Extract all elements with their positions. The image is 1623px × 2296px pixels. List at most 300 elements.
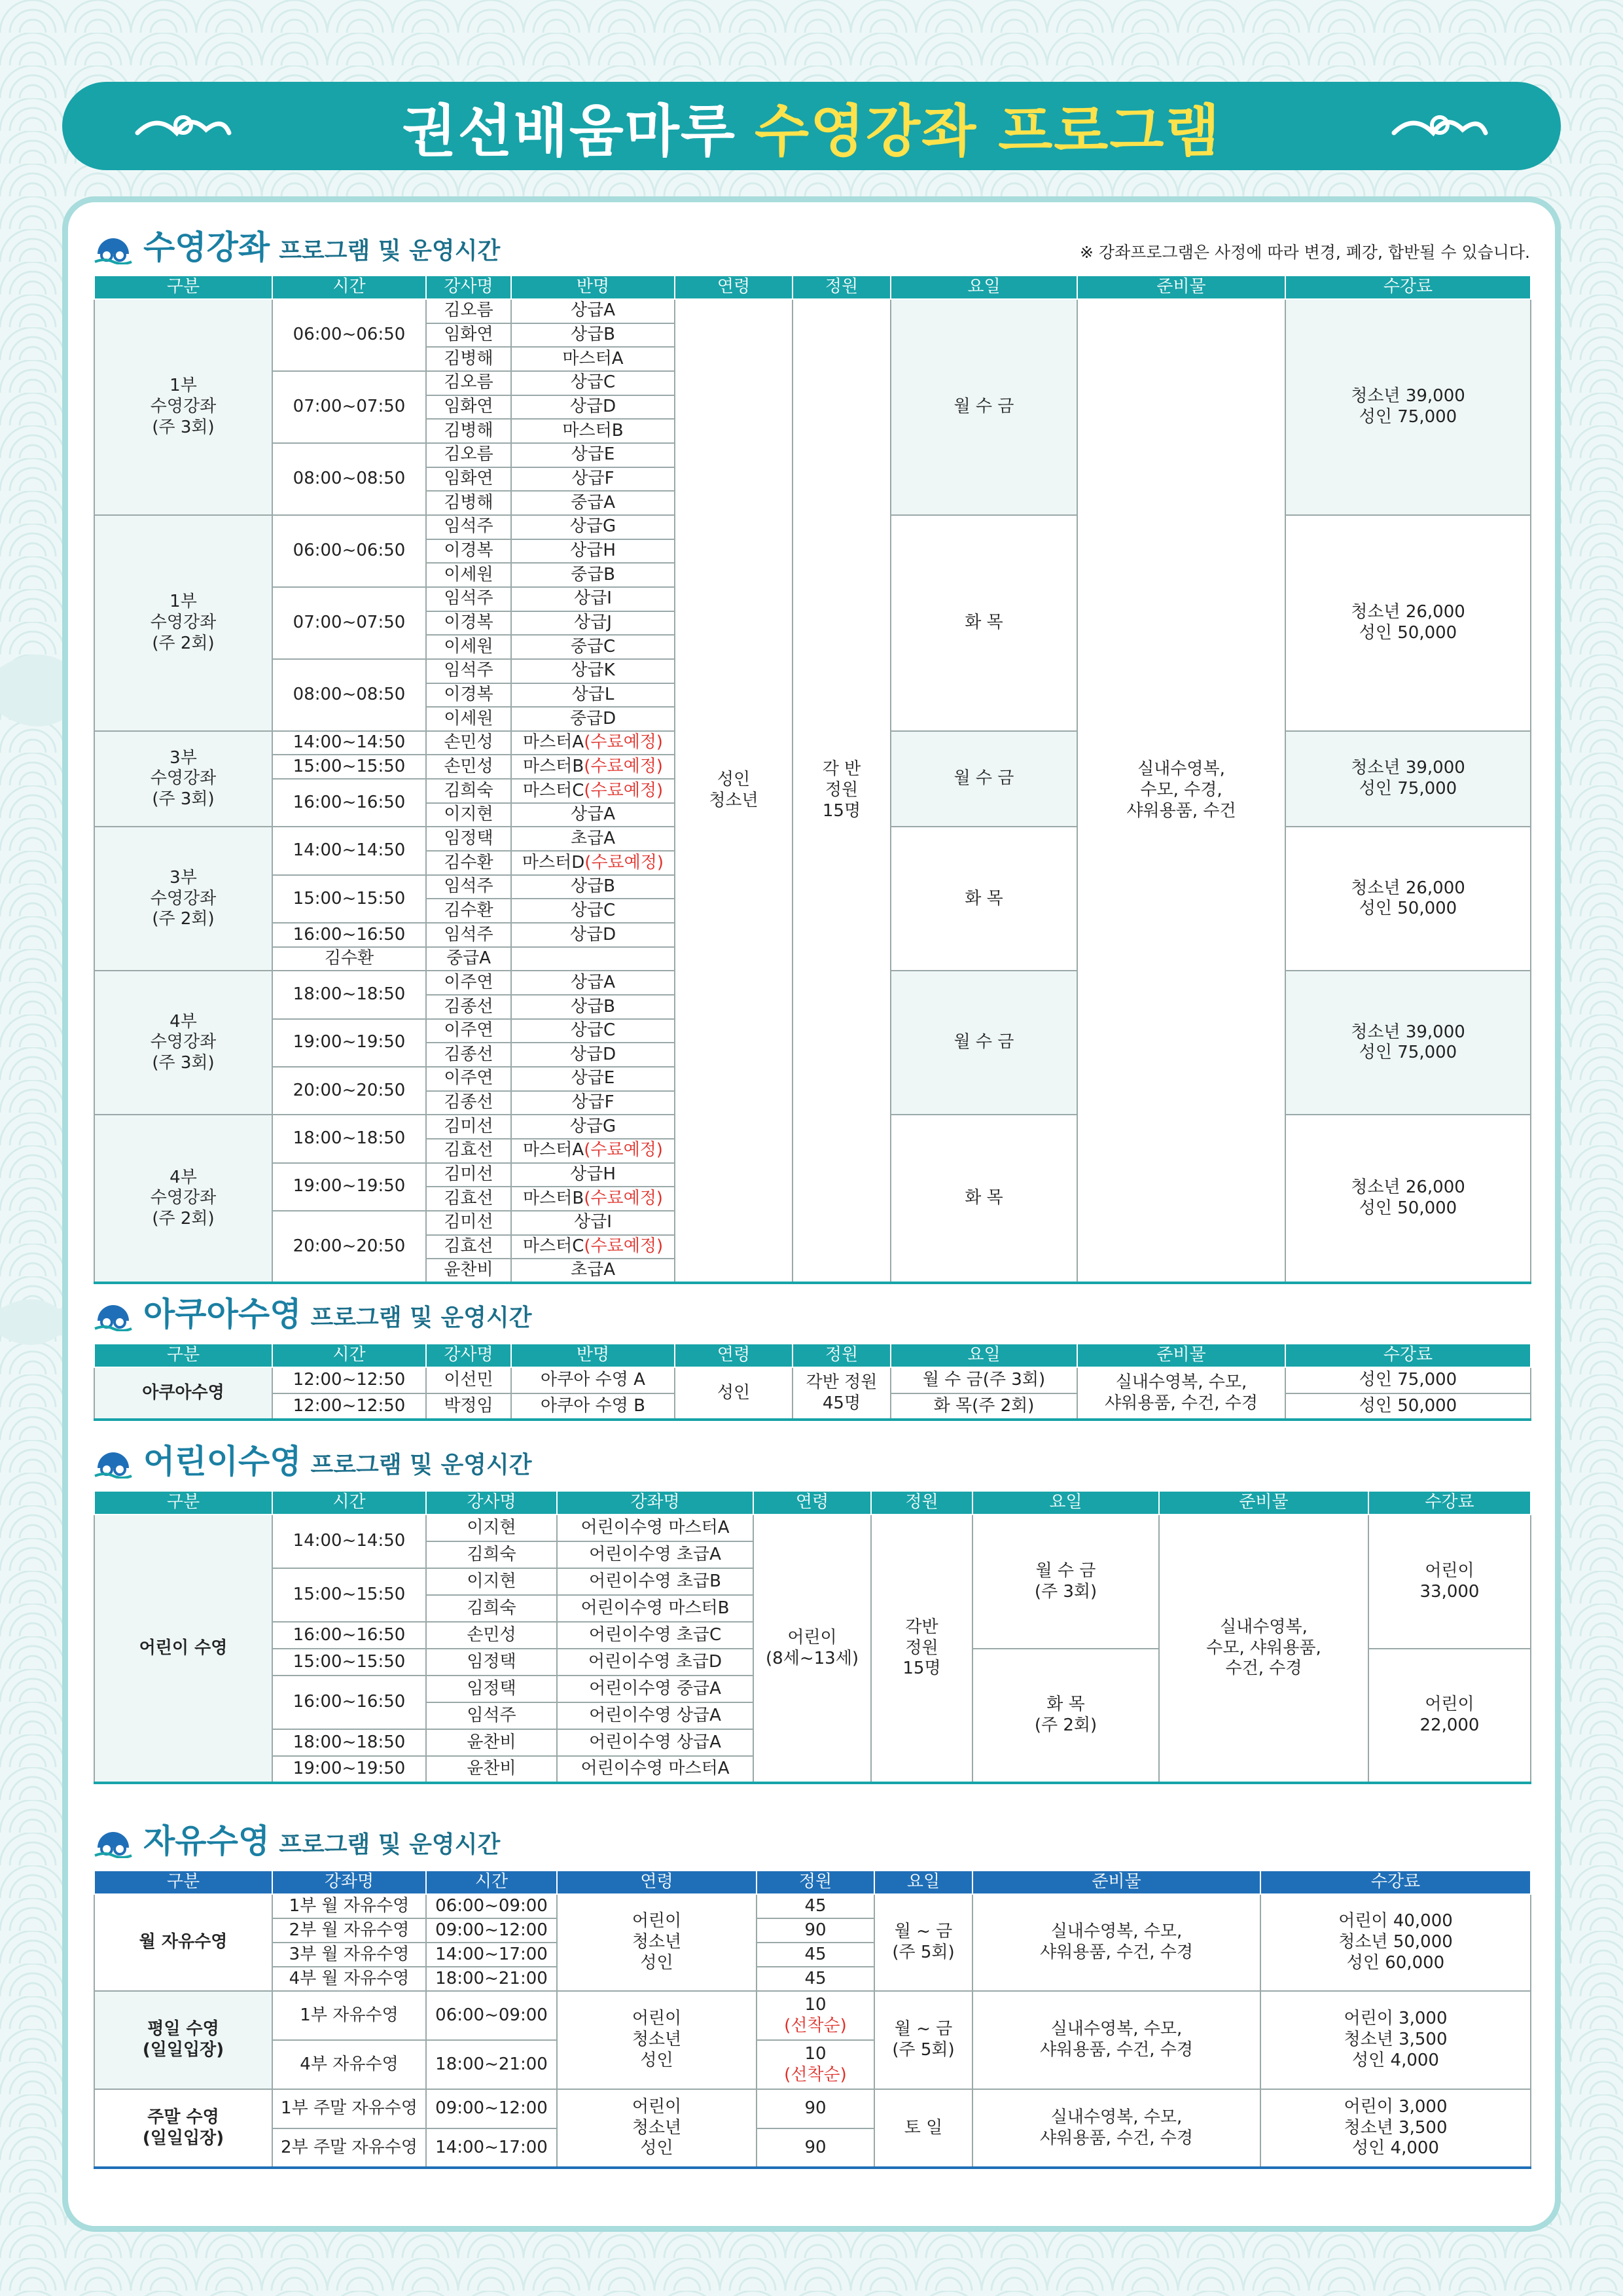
cell-text: 김오름 bbox=[444, 444, 493, 465]
instructor-cell bbox=[426, 419, 511, 443]
instructor-cell bbox=[426, 395, 511, 420]
table-header bbox=[94, 1344, 1531, 1367]
cell-text: 아쿠아 수영 A bbox=[541, 1370, 645, 1390]
cell-text: 어린이수영 마스터B bbox=[580, 1598, 730, 1618]
cell-text: 06:00~09:00 bbox=[435, 2005, 548, 2025]
instructor-cell bbox=[426, 827, 511, 851]
cell-text: 성인 50,000 bbox=[1359, 622, 1457, 643]
class-cell bbox=[511, 1043, 675, 1067]
title-banner bbox=[62, 82, 1561, 170]
instructor-cell bbox=[426, 1649, 557, 1676]
cell-text: 상급E bbox=[571, 444, 615, 465]
age-cell bbox=[557, 1894, 757, 1991]
cell-text: 이주연 bbox=[444, 1068, 493, 1088]
completion-mark: (수료예정) bbox=[584, 852, 664, 872]
days-cell bbox=[891, 827, 1077, 971]
cell-text: 상급I bbox=[574, 1212, 612, 1232]
group-label bbox=[94, 515, 272, 731]
group-label bbox=[94, 1894, 272, 1991]
cell-text: 상급C bbox=[570, 1020, 616, 1041]
class-cell bbox=[557, 1541, 753, 1568]
instructor-cell bbox=[426, 1019, 511, 1043]
cell-text: (일일입장) bbox=[142, 2040, 224, 2060]
column-header: 수강료 bbox=[1285, 1344, 1531, 1367]
class-cell bbox=[557, 1702, 753, 1729]
cell-text: 4부 bbox=[169, 1167, 197, 1187]
class-cell bbox=[511, 563, 675, 587]
group-label bbox=[94, 2089, 272, 2168]
section-title bbox=[94, 1289, 1530, 1335]
instructor-cell bbox=[426, 1187, 511, 1211]
cell-text: (주 3회) bbox=[152, 417, 215, 437]
instructor-cell bbox=[426, 1622, 557, 1649]
time-cell bbox=[272, 971, 426, 1018]
cell-text: 06:00~06:50 bbox=[293, 325, 406, 345]
cell-text: 90 bbox=[804, 2137, 827, 2157]
cell-text: 임정택 bbox=[467, 1678, 516, 1698]
class-cell bbox=[511, 1067, 675, 1091]
cell-text: 어린이 bbox=[1425, 1560, 1474, 1581]
column-header: 강사명 bbox=[426, 1344, 511, 1367]
free-swim-table bbox=[94, 1870, 1531, 2169]
time-cell bbox=[272, 1515, 426, 1568]
cell-text: 상급D bbox=[569, 397, 616, 417]
class-cell bbox=[511, 899, 675, 923]
fee-cell bbox=[1285, 827, 1531, 971]
cell-text: 18:00~21:00 bbox=[435, 1968, 548, 1988]
aqua-table bbox=[94, 1343, 1531, 1421]
cell-text: 김병해 bbox=[444, 420, 493, 440]
class-cell bbox=[511, 1367, 675, 1393]
cell-text: 45 bbox=[804, 1944, 827, 1964]
cell-text: 임석주 bbox=[444, 516, 493, 537]
cell-text: 어린이수영 초급D bbox=[588, 1651, 722, 1672]
cell-text: 4부 월 자유수영 bbox=[289, 1968, 410, 1988]
instructor-cell bbox=[426, 1515, 557, 1541]
cell-text: 청소년 26,000 bbox=[1351, 878, 1465, 898]
cell-text: 샤워용품, 수건, 수경 bbox=[1040, 2128, 1193, 2148]
cell-text: 08:00~08:50 bbox=[293, 684, 406, 704]
capacity-cell bbox=[793, 1367, 891, 1420]
cell-text: 어린이수영 초급A bbox=[589, 1544, 721, 1564]
time-cell bbox=[426, 1967, 557, 1991]
capacity-cell bbox=[757, 1991, 874, 2040]
class-cell bbox=[511, 1393, 675, 1420]
column-header: 연령 bbox=[675, 276, 793, 299]
cell-text: 성인 75,000 bbox=[1359, 1043, 1457, 1063]
fee-cell bbox=[1285, 1393, 1531, 1420]
time-cell bbox=[272, 1115, 426, 1162]
column-header: 연령 bbox=[675, 1344, 793, 1367]
time-cell bbox=[272, 779, 426, 827]
cell-text: 청소년 bbox=[632, 2030, 682, 2050]
cell-text: 청소년 bbox=[709, 790, 758, 810]
time-cell bbox=[272, 875, 426, 923]
cell-text: 3부 bbox=[169, 867, 197, 888]
instructor-cell bbox=[426, 587, 511, 611]
group-label bbox=[94, 1367, 272, 1420]
table-row bbox=[94, 1367, 1531, 1393]
cell-text: 어린이수영 초급C bbox=[588, 1624, 722, 1645]
cell-text: 초급A bbox=[570, 828, 616, 848]
cell-text: 어린이 40,000 bbox=[1338, 1911, 1453, 1931]
column-header: 시간 bbox=[272, 1344, 426, 1367]
table-header bbox=[94, 276, 1531, 299]
section-title bbox=[94, 1816, 1530, 1862]
cell-text: 김미선 bbox=[444, 1164, 493, 1185]
cell-text: 45 bbox=[804, 1895, 827, 1916]
capacity-cell bbox=[757, 1918, 874, 1943]
table-row bbox=[94, 2089, 1531, 2128]
time-cell bbox=[272, 1676, 426, 1729]
cell-text: 월 수 금(주 3회) bbox=[922, 1370, 1046, 1390]
class-cell bbox=[511, 611, 675, 636]
instructor-cell bbox=[426, 875, 511, 899]
time-cell bbox=[272, 1729, 426, 1756]
section-sub-title: 프로그램 및 운영시간 bbox=[279, 1831, 501, 1858]
cell-text: 15:00~15:50 bbox=[293, 756, 406, 776]
cell-text: 10 bbox=[804, 1994, 827, 2015]
days-cell bbox=[891, 731, 1077, 827]
cloud-right-icon bbox=[1391, 107, 1489, 146]
time-cell bbox=[272, 827, 426, 874]
cell-text: (주 3회) bbox=[152, 1053, 215, 1073]
supplies-cell bbox=[1077, 299, 1285, 1283]
instructor-cell bbox=[426, 1115, 511, 1139]
cell-text: 수영강좌 bbox=[150, 397, 217, 417]
instructor-cell bbox=[426, 659, 511, 683]
cell-text: 손민성 bbox=[467, 1624, 516, 1645]
cell-text: 이주연 bbox=[444, 972, 493, 992]
days-cell bbox=[972, 1515, 1159, 1649]
class-cell bbox=[511, 1115, 675, 1139]
cell-text: 월 수 금 bbox=[954, 397, 1014, 417]
section-title bbox=[94, 1437, 1530, 1482]
time-cell bbox=[272, 1367, 426, 1393]
cell-text: 16:00~16:50 bbox=[293, 792, 406, 812]
cell-text: 성인 4,000 bbox=[1352, 2138, 1439, 2159]
cell-text: 성인 75,000 bbox=[1359, 406, 1457, 427]
class-cell bbox=[511, 419, 675, 443]
cell-text: 어린이 bbox=[632, 1911, 682, 1931]
cell-text: 실내수영복, 수모, bbox=[1050, 1922, 1183, 1942]
time-cell bbox=[272, 731, 426, 755]
cell-text: 상급F bbox=[571, 1092, 615, 1113]
instructor-cell bbox=[426, 1235, 511, 1259]
cell-text: 정원 bbox=[905, 1638, 938, 1658]
instructor-cell bbox=[426, 1541, 557, 1568]
cell-text: (8세~13세) bbox=[766, 1648, 859, 1668]
cell-text: 성인 75,000 bbox=[1359, 779, 1457, 799]
table-row bbox=[94, 299, 1531, 323]
class-cell bbox=[511, 443, 675, 467]
cell-text: 중급C bbox=[570, 636, 616, 656]
days-cell bbox=[891, 515, 1077, 731]
cell-text: 임화연 bbox=[444, 397, 493, 417]
cell-text: 14:00~14:50 bbox=[293, 1531, 406, 1551]
cell-text: 상급A bbox=[570, 804, 616, 825]
fee-cell bbox=[1285, 299, 1531, 515]
time-cell bbox=[426, 2040, 557, 2089]
cell-text: 정원 bbox=[825, 780, 859, 800]
cell-text: 김희숙 bbox=[467, 1598, 516, 1618]
cell-text: 김효선 bbox=[444, 1236, 493, 1257]
column-header: 정원 bbox=[793, 276, 891, 299]
cell-text: 토 일 bbox=[904, 2117, 943, 2138]
section-sub-title: 프로그램 및 운영시간 bbox=[310, 1452, 532, 1479]
table-header bbox=[94, 1491, 1531, 1515]
cell-text: 3부 bbox=[169, 747, 197, 768]
cell-text: 어린이 bbox=[787, 1627, 837, 1647]
program-cell bbox=[272, 1894, 426, 1918]
class-cell bbox=[511, 683, 675, 708]
column-header: 구분 bbox=[94, 1344, 272, 1367]
cell-text: 청소년 50,000 bbox=[1338, 1932, 1453, 1952]
time-cell bbox=[272, 515, 426, 587]
cell-text: 14:00~14:50 bbox=[293, 840, 406, 861]
time-cell bbox=[272, 1649, 426, 1676]
cell-text: 임석주 bbox=[444, 924, 493, 944]
cell-text: 이지현 bbox=[467, 1517, 516, 1537]
cell-text: 어린이 bbox=[1425, 1695, 1474, 1715]
column-header: 요일 bbox=[874, 1871, 972, 1894]
supplies-cell bbox=[972, 2089, 1260, 2168]
class-cell bbox=[511, 539, 675, 564]
class-cell bbox=[511, 491, 675, 515]
swim-cap-icon bbox=[94, 1825, 133, 1858]
cell-text: 07:00~07:50 bbox=[293, 397, 406, 417]
class-cell bbox=[557, 1568, 753, 1595]
cell-text: 아쿠아수영 bbox=[142, 1382, 224, 1403]
cell-text: 청소년 bbox=[632, 2117, 682, 2138]
cell-text: 화 목 bbox=[965, 888, 1003, 908]
cell-text: 상급K bbox=[571, 660, 615, 681]
capacity-cell bbox=[757, 1894, 874, 1918]
cell-text: 김종선 bbox=[444, 1092, 493, 1113]
kids-table bbox=[94, 1490, 1531, 1784]
title-part2: 수영강좌 프로그램 bbox=[754, 98, 1221, 164]
cell-text: 김미선 bbox=[444, 1116, 493, 1136]
program-cell bbox=[272, 2040, 426, 2089]
cell-text: 평일 수영 bbox=[147, 2019, 219, 2039]
class-cell bbox=[511, 659, 675, 683]
class-cell bbox=[511, 1211, 675, 1235]
class-cell bbox=[511, 755, 675, 779]
cell-text: 김수환 bbox=[444, 852, 493, 872]
program-cell bbox=[272, 1943, 426, 1967]
class-cell bbox=[511, 467, 675, 492]
cell-text: 이경복 bbox=[444, 541, 493, 561]
cell-text: 김종선 bbox=[444, 996, 493, 1016]
column-header: 준비물 bbox=[972, 1871, 1260, 1894]
fee-cell bbox=[1285, 515, 1531, 731]
cell-text: 1부 bbox=[169, 376, 197, 396]
cell-text: 마스터C bbox=[522, 780, 584, 800]
cell-text: 18:00~18:50 bbox=[293, 1732, 406, 1752]
days-cell bbox=[891, 1115, 1077, 1283]
time-cell bbox=[272, 1393, 426, 1420]
swim-cap-icon bbox=[94, 1446, 133, 1479]
cell-text: 상급C bbox=[570, 372, 616, 393]
cell-text: 임화연 bbox=[444, 325, 493, 345]
time-cell bbox=[272, 1622, 426, 1649]
cell-text: (주 3회) bbox=[1034, 1581, 1097, 1602]
column-header: 반명 bbox=[511, 276, 675, 299]
cell-text: 06:00~09:00 bbox=[435, 1895, 548, 1916]
time-cell bbox=[426, 1943, 557, 1967]
section-main-title: 아쿠아수영 bbox=[143, 1295, 302, 1333]
time-cell bbox=[426, 1918, 557, 1943]
cell-text: 성인 50,000 bbox=[1359, 899, 1457, 919]
column-header: 준비물 bbox=[1077, 276, 1285, 299]
cell-text: 임석주 bbox=[444, 588, 493, 609]
cell-text: (주 3회) bbox=[152, 789, 215, 809]
cell-text: 박정임 bbox=[444, 1395, 493, 1416]
time-cell bbox=[426, 2089, 557, 2128]
fee-cell bbox=[1260, 1991, 1531, 2089]
cell-text: 각반 bbox=[905, 1617, 938, 1637]
cell-text: 상급B bbox=[570, 876, 616, 897]
completion-mark: (수료예정) bbox=[584, 1140, 663, 1160]
cell-text: 15:00~15:50 bbox=[293, 888, 406, 908]
days-cell bbox=[874, 1991, 972, 2089]
instructor-cell bbox=[426, 1676, 557, 1702]
time-cell bbox=[426, 1991, 557, 2040]
cell-text: 마스터D bbox=[522, 852, 585, 872]
cell-text: 이세원 bbox=[444, 636, 493, 656]
age-cell bbox=[675, 1367, 793, 1420]
group-label bbox=[94, 1115, 272, 1283]
cell-text: 18:00~18:50 bbox=[293, 1128, 406, 1149]
time-cell bbox=[272, 587, 426, 659]
fee-cell bbox=[1368, 1515, 1531, 1649]
cell-text: 성인 bbox=[640, 1952, 673, 1973]
fee-cell bbox=[1285, 971, 1531, 1115]
cell-text: 상급B bbox=[570, 996, 616, 1016]
cell-text: 19:00~19:50 bbox=[293, 1032, 406, 1052]
cell-text: 18:00~18:50 bbox=[293, 984, 406, 1005]
class-cell bbox=[511, 851, 675, 875]
cell-text: 4부 bbox=[169, 1011, 197, 1031]
instructor-cell bbox=[426, 1067, 511, 1091]
cell-text: 화 목(주 2회) bbox=[933, 1395, 1035, 1416]
cell-text: 어린이 3,000 bbox=[1344, 2096, 1448, 2117]
class-cell bbox=[511, 1163, 675, 1187]
cell-text: 상급C bbox=[570, 900, 616, 920]
cell-text: 1부 월 자유수영 bbox=[289, 1895, 410, 1916]
instructor-cell bbox=[426, 1756, 557, 1783]
section-aqua bbox=[94, 1289, 1530, 1421]
instructor-cell bbox=[426, 467, 511, 492]
cell-text: 수영강좌 bbox=[150, 768, 217, 789]
column-header: 구분 bbox=[94, 1871, 272, 1894]
cell-text: 청소년 bbox=[632, 1932, 682, 1952]
supplies-cell bbox=[972, 1991, 1260, 2089]
cell-text: 10 bbox=[804, 2043, 827, 2064]
days-cell bbox=[874, 1894, 972, 1991]
cell-text: 성인 4,000 bbox=[1352, 2050, 1439, 2070]
cell-text: 상급I bbox=[574, 588, 612, 609]
time-cell bbox=[272, 1211, 426, 1283]
cell-text: 실내수영복, 수모, bbox=[1115, 1372, 1247, 1392]
cell-text: 20:00~20:50 bbox=[293, 1236, 406, 1256]
class-cell bbox=[511, 971, 675, 995]
column-header: 강사명 bbox=[426, 276, 511, 299]
class-cell bbox=[511, 323, 675, 348]
column-header: 강좌명 bbox=[272, 1871, 426, 1894]
cell-text: 어린이 bbox=[632, 2096, 682, 2117]
cell-text: 화 목 bbox=[965, 613, 1003, 632]
cell-text: 18:00~21:00 bbox=[435, 2054, 548, 2074]
instructor-cell bbox=[272, 947, 426, 971]
cell-text: 성인 50,000 bbox=[1359, 1395, 1457, 1416]
cell-text: 화 목 bbox=[1046, 1695, 1085, 1715]
cell-text: 수모, 수경, bbox=[1140, 780, 1222, 800]
cell-text: 수영강좌 bbox=[150, 613, 217, 632]
instructor-cell bbox=[426, 1595, 557, 1622]
cell-text: 월 수 금 bbox=[954, 768, 1014, 789]
completion-mark: (수료예정) bbox=[584, 732, 663, 753]
first-come-mark: (선착순) bbox=[784, 2015, 847, 2036]
column-header: 정원 bbox=[871, 1491, 972, 1515]
completion-mark: (수료예정) bbox=[584, 1236, 664, 1257]
instructor-cell bbox=[426, 851, 511, 875]
cell-text: 실내수영복, 수모, bbox=[1050, 2019, 1183, 2039]
time-cell bbox=[272, 923, 426, 947]
cell-text: 성인 bbox=[640, 2050, 673, 2070]
cell-text: 월 수 금 bbox=[1035, 1560, 1096, 1581]
group-label bbox=[94, 827, 272, 971]
cell-text: 김효선 bbox=[444, 1140, 493, 1160]
class-cell bbox=[426, 947, 511, 971]
cell-text: 15:00~15:50 bbox=[293, 1585, 406, 1605]
cell-text: 22,000 bbox=[1419, 1715, 1480, 1735]
class-cell bbox=[511, 995, 675, 1019]
cell-text: 마스터A bbox=[562, 348, 624, 368]
section-main-title: 자유수영 bbox=[143, 1822, 270, 1860]
class-cell bbox=[511, 707, 675, 731]
cell-text: 김희숙 bbox=[444, 780, 493, 800]
cell-text: 19:00~19:50 bbox=[293, 1759, 406, 1779]
class-cell bbox=[511, 803, 675, 827]
column-header: 시간 bbox=[272, 1491, 426, 1515]
cell-text: 이세원 bbox=[444, 564, 493, 584]
cell-text: 14:00~17:00 bbox=[435, 2137, 548, 2157]
column-header: 시간 bbox=[272, 276, 426, 299]
cell-text: 2부 주말 자유수영 bbox=[281, 2137, 418, 2157]
instructor-cell bbox=[426, 347, 511, 371]
cell-text: 성인 bbox=[717, 1382, 751, 1403]
cell-text: 임석주 bbox=[467, 1705, 516, 1725]
instructor-cell bbox=[426, 707, 511, 731]
cell-text: 16:00~16:50 bbox=[293, 1624, 406, 1645]
class-cell bbox=[511, 395, 675, 420]
cell-text: 수모, 샤워용품, bbox=[1206, 1638, 1321, 1658]
instructor-cell bbox=[426, 731, 511, 755]
age-cell bbox=[557, 1991, 757, 2089]
class-cell bbox=[511, 827, 675, 851]
days-cell bbox=[874, 2089, 972, 2168]
cell-text: 샤워용품, 수건, 수경 bbox=[1040, 2040, 1193, 2060]
cell-text: 아쿠아 수영 B bbox=[541, 1395, 645, 1416]
instructor-cell bbox=[426, 923, 511, 947]
class-cell bbox=[511, 1019, 675, 1043]
column-header: 강좌명 bbox=[557, 1491, 753, 1515]
cell-text: 샤워용품, 수건, 수경 bbox=[1040, 1943, 1193, 1962]
capacity-cell bbox=[757, 2089, 874, 2128]
cell-text: 마스터A bbox=[523, 1140, 584, 1160]
class-cell bbox=[557, 1676, 753, 1702]
